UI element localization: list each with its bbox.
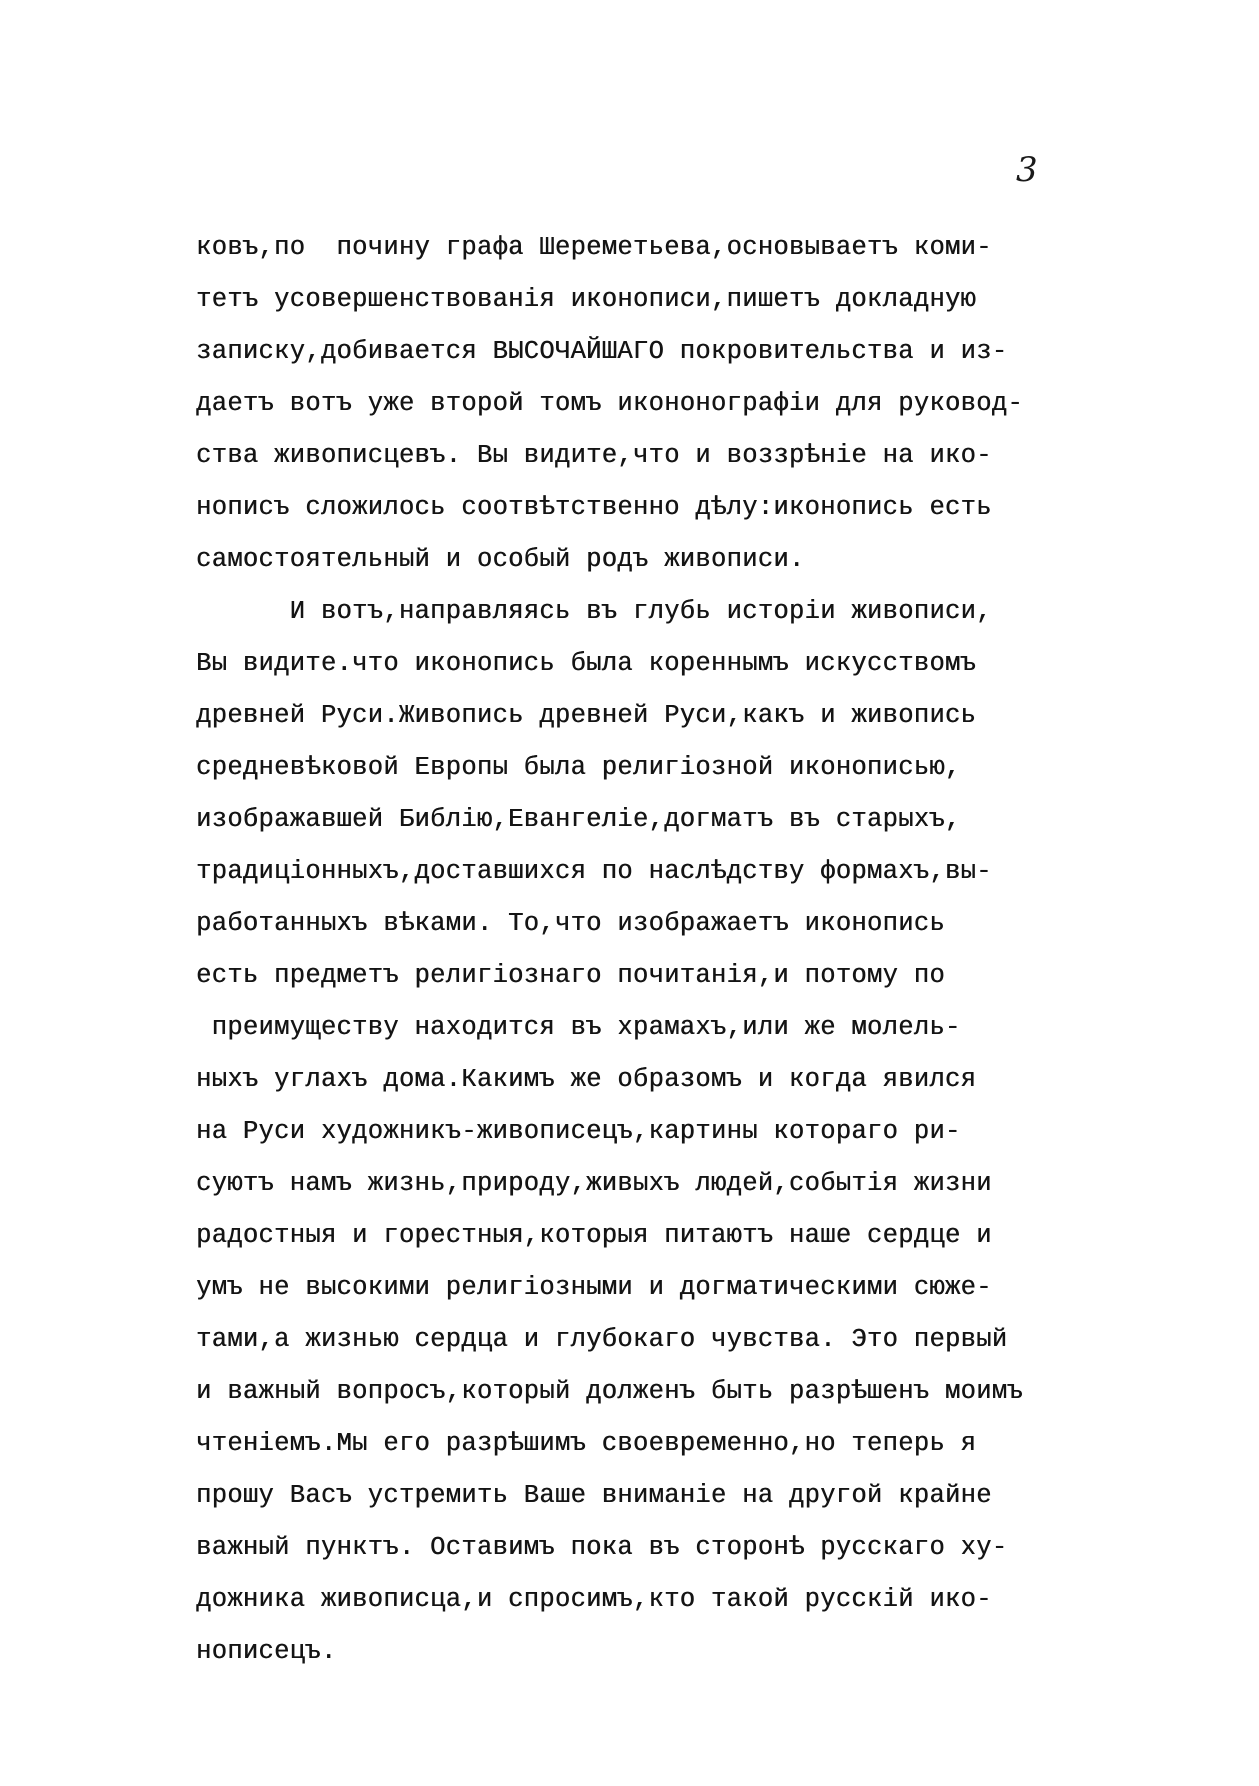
text-line: прошу Васъ устремить Ваше вниманіе на другой крайне: [196, 1481, 992, 1510]
paragraph-start-line: И вотъ,направляясь въ глубь исторіи живописи,: [196, 597, 992, 626]
text-line: древней Руси.Живопись древней Руси,какъ и живопись: [196, 701, 977, 730]
text-line: чтеніемъ.Мы его разрѣшимъ своевременно,но теперь я: [196, 1429, 977, 1458]
text-line: самостоятельный и особый родъ живописи.: [196, 545, 805, 574]
text-line: важный пунктъ. Оставимъ пока въ сторонѣ русскаго ху-: [196, 1533, 1008, 1562]
text-line: умъ не высокими религіозными и догматическими сюже-: [196, 1273, 992, 1302]
text-line: на Руси художникъ-живописецъ,картины котораго ри-: [196, 1117, 961, 1146]
text-line: нописъ сложилось соотвѣтственно дѣлу:иконопись есть: [196, 493, 992, 522]
text-line: и важный вопросъ,который долженъ быть разрѣшенъ моимъ: [196, 1377, 1023, 1406]
text-line: Вы видите.что иконопись была кореннымъ искусствомъ: [196, 649, 977, 678]
text-line: даетъ вотъ уже второй томъ икононографіи для руковод-: [196, 389, 1023, 418]
text-line: тетъ усовершенствованія иконописи,пишетъ докладную: [196, 285, 977, 314]
text-line: работанныхъ вѣками. То,что изображаетъ иконопись: [196, 909, 945, 938]
text-line: преимуществу находится въ храмахъ,или же молель-: [196, 1013, 961, 1042]
text-line: тами,а жизнью сердца и глубокаго чувства. Это первый: [196, 1325, 1008, 1354]
text-line: ныхъ углахъ дома.Какимъ же образомъ и когда явился: [196, 1065, 977, 1094]
text-line: есть предметъ религіознаго почитанія,и потому по: [196, 961, 945, 990]
text-line: записку,добивается ВЫСОЧАЙШАГО покровительства и из-: [196, 337, 1008, 366]
page-number: 3: [1016, 150, 1038, 190]
body-text: [196, 222, 1096, 1678]
text-line: нописецъ.: [196, 1637, 337, 1666]
text-line: средневѣковой Европы была религіозной иконописью,: [196, 753, 961, 782]
text-line: суютъ намъ жизнь,природу,живыхъ людей,событія жизни: [196, 1169, 992, 1198]
text-line: традиціонныхъ,доставшихся по наслѣдству формахъ,вы-: [196, 857, 992, 886]
text-line: ства живописцевъ. Вы видите,что и воззрѣніе на ико-: [196, 441, 992, 470]
text-line: радостныя и горестныя,которыя питаютъ наше сердце и: [196, 1221, 992, 1250]
text-line: изображавшей Библію,Евангеліе,догматъ въ старыхъ,: [196, 805, 961, 834]
text-line: дожника живописца,и спросимъ,кто такой русскій ико-: [196, 1585, 992, 1614]
text-line: ковъ,по почину графа Шереметьева,основываетъ коми-: [196, 233, 992, 262]
